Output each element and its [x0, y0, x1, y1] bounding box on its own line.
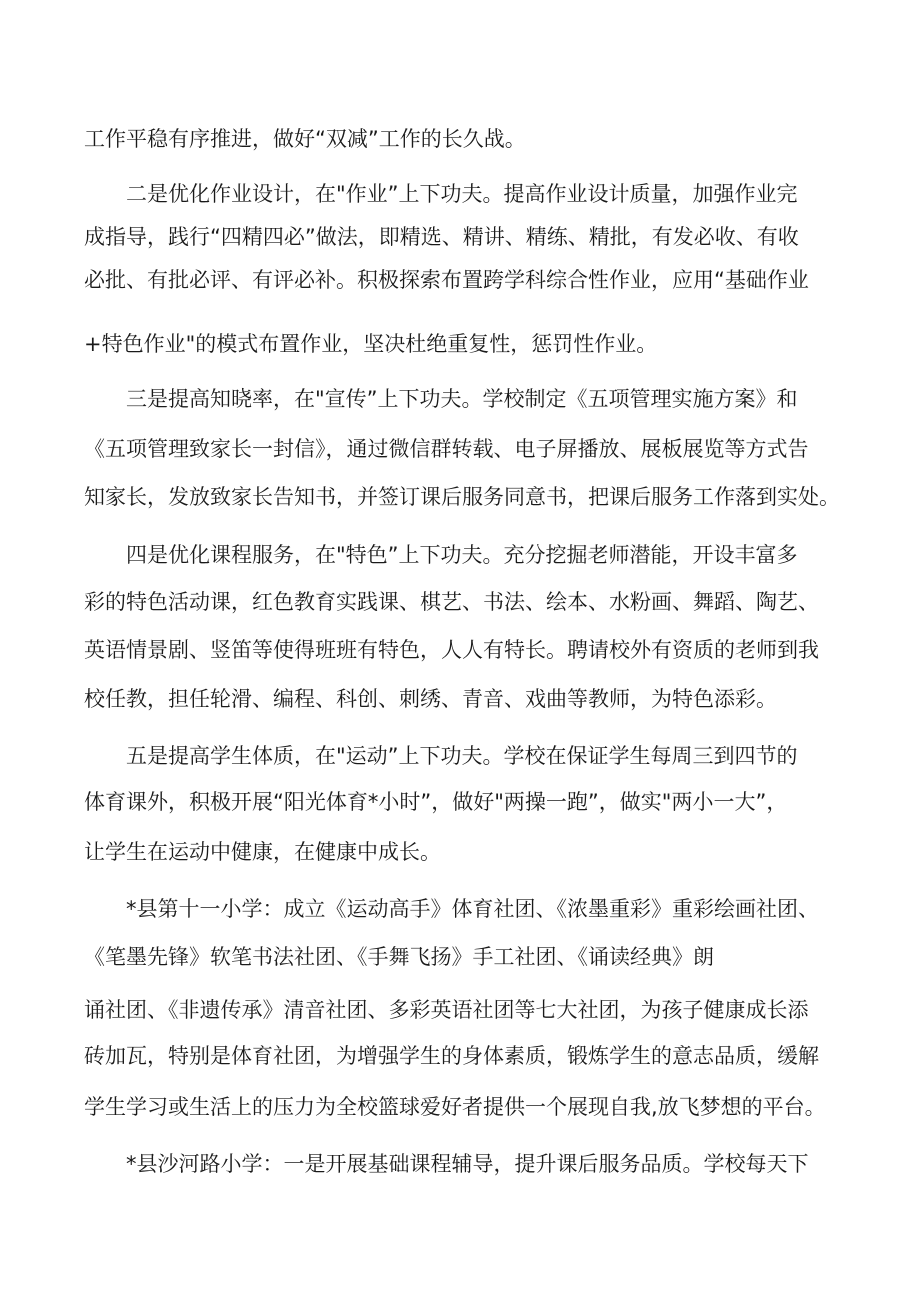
text-line: 让学生在运动中健康，在健康中成长。: [84, 840, 441, 864]
text-line: 成指导，践行“四精四必”做法，即精选、精讲、精练、精批，有发必收、有收: [84, 225, 799, 249]
text-line: 学生学习或生活上的压力为全校篮球爱好者提供一个展现自我,放飞梦想的平台。: [84, 1095, 826, 1119]
paragraph-line: *县沙河路小学：一是开展基础课程辅导，提升课后服务品质。学校每天下: [126, 1152, 809, 1176]
text-line: 必批、有批必评、有评必补。积极探索布置跨学科综合性作业，应用“基础作业: [84, 268, 809, 292]
paragraph-line: 五是提高学生体质，在"运动”上下功夫。学校在保证学生每周三到四节的: [126, 744, 798, 768]
text-line: 砖加瓦，特别是体育社团，为增强学生的身体素质，锻炼学生的意志品质，缓解: [84, 1044, 819, 1068]
text-line: 知家长，发放致家长告知书，并签订课后服务同意书，把课后服务工作落到实处。: [84, 485, 840, 509]
text-line: 工作平稳有序推进，做好“双减”工作的长久战。: [84, 127, 526, 151]
text-line: 彩的特色活动课，红色教育实践课、棋艺、书法、绘本、水粉画、舞蹈、陶艺、: [84, 590, 819, 614]
text-line: 体育课外，积极开展“阳光体育*小时”，做好"两操一跑”，做实"两小一大”，: [84, 790, 788, 814]
paragraph-line: 三是提高知晓率，在"宣传”上下功夫。学校制定《五项管理实施方案》和: [126, 387, 798, 411]
text-line: +特色作业"的模式布置作业，坚决杜绝重复性，惩罚性作业。: [84, 332, 658, 356]
text-line: 《五项管理致家长一封信》，通过微信群转载、电子屏播放、展板展览等方式告: [84, 437, 809, 461]
paragraph-line: 四是优化课程服务，在"特色”上下功夫。充分挖掘老师潜能，开设丰富多: [126, 543, 798, 567]
text-line: 《笔墨先锋》软笔书法社团、《手舞飞扬》手工社团、《诵读经典》朗: [84, 945, 714, 969]
text-line: 诵社团、《非遗传承》清音社团、多彩英语社团等七大社团，为孩子健康成长添: [84, 998, 809, 1022]
paragraph-line: *县第十一小学：成立《运动高手》体育社团、《浓墨重彩》重彩绘画社团、: [126, 897, 819, 921]
paragraph-line: 二是优化作业设计，在"作业”上下功夫。提高作业设计质量，加强作业完: [126, 182, 798, 206]
text-line: 英语情景剧、竖笛等使得班班有特色，人人有特长。聘请校外有资质的老师到我: [84, 638, 819, 662]
text-line: 校任教，担任轮滑、编程、科创、刺绣、青音、戏曲等教师，为特色添彩。: [84, 687, 777, 711]
